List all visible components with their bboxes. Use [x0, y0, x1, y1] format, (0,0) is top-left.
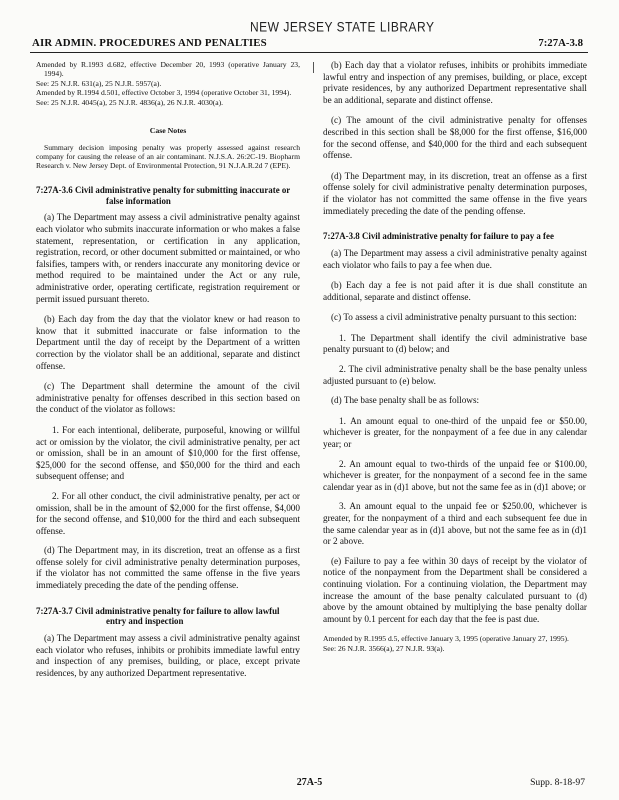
subparagraph: 3. An amount equal to the unpaid fee or $250.00, whichever is greater, for the nonpayment of a third and each subsequent fee due in the same calendar year as in (d)1 above, but not the same fee as in (d)1 or 2 above.: [323, 501, 587, 547]
history-line: Amended by R.1993 d.682, effective December 20, 1993 (operative January 23, 1994).: [36, 60, 300, 79]
section-heading-3-6: 7:27A-3.6 Civil administrative penalty for submitting inaccurate or false information: [36, 184, 291, 206]
paragraph: (d) The base penalty shall be as follows:: [331, 395, 480, 406]
paragraph: (d) The Department may, in its discretion, treat an offense as a first offense solely for civil administrative penalty determination purposes, if the violator has not committed the same offense in the five years immediately preceding the date of the pending offense.: [323, 170, 587, 216]
history-line: Amended by R.1995 d.5, effective January 3, 1995 (operative January 27, 1995).: [323, 634, 569, 644]
history-note: [36, 60, 300, 107]
library-stamp: NEW JERSEY STATE LIBRARY: [250, 18, 435, 36]
case-notes-title: Case Notes: [149, 126, 187, 136]
running-header-section: 7:27A-3.8: [538, 37, 583, 49]
running-header-title: AIR ADMIN. PROCEDURES AND PENALTIES: [32, 37, 267, 49]
margin-mark: [313, 62, 317, 73]
right-column: [323, 60, 587, 653]
subparagraph: 1. For each intentional, deliberate, purposeful, knowing or willful act or omission by the violator, the civil administrative penalty, per act or omission, shall be in an amount of $10,000 for the first offense, $25,000 for the second offense, and $50,000 for the third and each subsequent offense; and: [36, 424, 300, 482]
history-line: See: 26 N.J.R. 3566(a), 27 N.J.R. 93(a).: [323, 643, 445, 653]
paragraph: (b) Each day a fee is not paid after it is due shall constitute an additional, separate and distinct offense.: [323, 280, 587, 302]
paragraph: (e) Failure to pay a fee within 30 days of receipt by the violator of notice of the nonpayment from the Department shall be considered a continuing violation. For a continuing violation, the Department may increase the amount of the base penalty calculated pursuant to (d) above by the amount obtained by multiplying the base penalty dollar amount by 0.1 percent for each day that the fee is past due.: [323, 555, 587, 624]
paragraph: (a) The Department may assess a civil administrative penalty against each violator who fails to pay a fee when due.: [323, 247, 587, 270]
history-line: See: 25 N.J.R. 4045(a), 25 N.J.R. 4836(a), 26 N.J.R. 4030(a).: [36, 97, 224, 107]
paragraph: (c) The amount of the civil administrative penalty for offenses described in this section shall be $8,000 for the first offense, $16,000 for the second offense, and $40,000 for the third and each subsequent offense.: [323, 115, 587, 161]
left-column: [36, 60, 300, 689]
history-line: See: 25 N.J.R. 631(a), 25 N.J.R. 5957(a).: [36, 78, 162, 88]
history-line: Amended by R.1994 d.501, effective October 3, 1994 (operative October 31, 1994).: [36, 88, 292, 98]
section-heading-3-8: 7:27A-3.8 Civil administrative penalty for failure to pay a fee: [323, 231, 554, 242]
paragraph: (c) The Department shall determine the amount of the civil administrative penalty for offenses described in this section based on the conduct of the violator as follows:: [36, 381, 300, 415]
subparagraph: 2. The civil administrative penalty shall be the base penalty unless adjusted pursuant to (e) below.: [323, 364, 587, 386]
paragraph: (b) Each day that a violator refuses, inhibits or prohibits immediate lawful entry and inspection of any premises, building, or place, except private residences, by any authorized Department representative shall be an additional, separate and distinct offense.: [323, 60, 587, 105]
case-notes-text: Summary decision imposing penalty was properly assessed against research company for causing the release of an air contaminant. N.J.S.A. 26:2C-19. Biopharm Research v. New Jersey Dept. of Environmental Protection, 91 N.J.A.R.2d 7 (EPE).: [36, 142, 300, 171]
subparagraph: 2. For all other conduct, the civil administrative penalty, per act or omission, shall be in the amount of $2,000 for the first offense, $4,000 for the second offense, and $10,000 for the third and each subsequent offense.: [36, 490, 300, 536]
paragraph: (b) Each day from the day that the violator knew or had reason to know that it submitted inaccurate or false information to the Department until the day of receipt by the Department of a written correction by the violator shall be an additional, separate and distinct offense.: [36, 314, 300, 371]
paragraph: (a) The Department may assess a civil administrative penalty against each violator who refuses, inhibits or prohibits immediate lawful entry and inspection of any premises, building, or place, except private residences, by any authorized Department representative.: [36, 633, 300, 679]
subparagraph: 1. An amount equal to one-third of the unpaid fee or $50.00, whichever is greater, for the nonpayment of a fee due in any calendar year; or: [323, 415, 587, 450]
subparagraph: 2. An amount equal to two-thirds of the unpaid fee or $100.00, whichever is greater, for the nonpayment of a second fee in the same calendar year as in (d)1 above, but not the same fee as in (d)1 above; or: [323, 458, 587, 492]
section-heading-3-7: 7:27A-3.7 Civil administrative penalty for failure to allow lawful entry and inspection: [36, 605, 280, 627]
header-rule: [30, 52, 588, 53]
history-note: [323, 634, 587, 653]
paragraph: (d) The Department may, in its discretion, treat an offense as a first offense solely for civil administrative penalty determination purposes, if the violator has not committed the same offense in the five years immediately preceding the date of the pending offense.: [36, 545, 300, 591]
page-number: 27A-5: [296, 777, 323, 788]
paragraph: (c) To assess a civil administrative penalty pursuant to this section:: [331, 312, 577, 323]
paragraph: (a) The Department may assess a civil administrative penalty against each violator who submits inaccurate information or who makes a false statement, representation, or certification in any application, registration, record, or other document submitted or maintained, or who falsifies, tampers with, or renders inaccurate any monitoring device or method required to be maintained under the Act or any rule, administrative order, operating certificate, registration requirement or permit issued pursuant thereto.: [36, 212, 300, 304]
supplement-date: Supp. 8-18-97: [530, 777, 585, 788]
subparagraph: 1. The Department shall identify the civil administrative base penalty pursuant to (d) below; and: [323, 332, 587, 355]
